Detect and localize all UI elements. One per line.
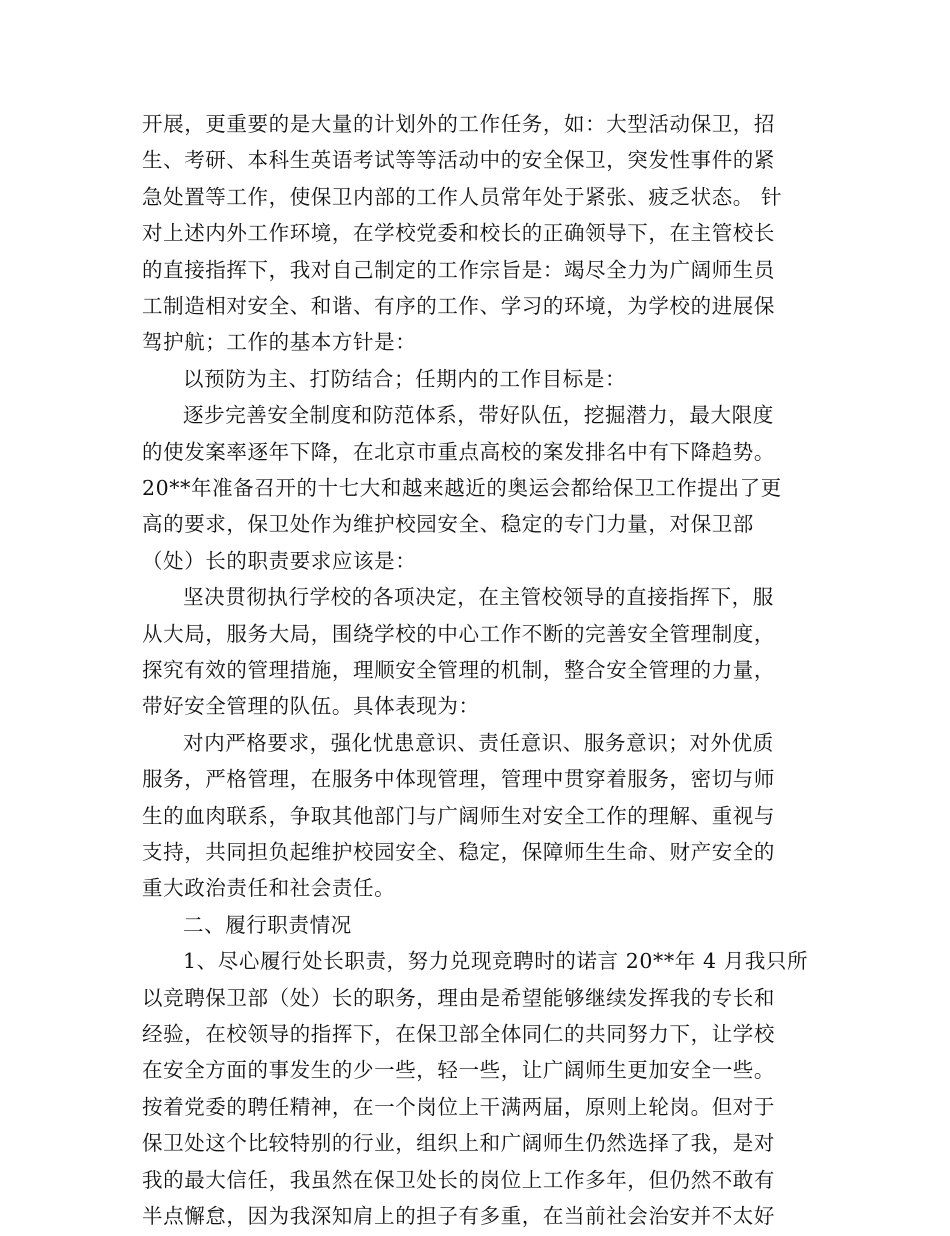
- text-line: 高的要求，保卫处作为维护校园安全、稳定的专门力量，对保卫部: [142, 512, 754, 536]
- text-line: 服务，严格管理，在服务中体现管理，管理中贯穿着服务，密切与师: [142, 767, 775, 791]
- text-line: 半点懈怠，因为我深知肩上的担子有多重，在当前社会治安并不太好: [142, 1204, 775, 1228]
- text-line: 保卫处这个比较特别的行业，组织上和广阔师生仍然选择了我，是对: [142, 1131, 775, 1155]
- text-line: 急处置等工作，使保卫内部的工作人员常年处于紧张、疲乏状态。 针: [142, 185, 783, 209]
- text-line: 开展，更重要的是大量的计划外的工作任务，如：大型活动保卫，招: [142, 112, 775, 136]
- text-line: 从大局，服务大局，围绕学校的中心工作不断的完善安全管理制度，: [142, 622, 775, 646]
- paragraph-start: 对内严格要求，强化忧患意识、责任意识、服务意识；对外优质: [183, 731, 774, 755]
- text-line: 支持，共同担负起维护校园安全、稳定，保障师生生命、财产安全的: [142, 840, 775, 864]
- text-line: 生的血肉联系，争取其他部门与广阔师生对安全工作的理解、重视与: [142, 804, 775, 828]
- text-line: 我的最大信任，我虽然在保卫处长的岗位上工作多年，但仍然不敢有: [142, 1168, 775, 1192]
- paragraph-start: 坚决贯彻执行学校的各项决定，在主管校领导的直接指挥下，服: [183, 585, 774, 609]
- text-line: 的使发案率逐年下降，在北京市重点高校的案发排名中有下降趋势。: [142, 440, 775, 464]
- text-line: 重大政治责任和社会责任。: [142, 876, 396, 900]
- text-line: 探究有效的管理措施，理顺安全管理的机制，整合安全管理的力量，: [142, 658, 775, 682]
- paragraph-start: 以预防为主、打防结合；任期内的工作目标是：: [183, 367, 627, 391]
- paragraph-start: 1、尽心履行处长职责，努力兑现竞聘时的诺言 20**年 4 月我只所: [183, 949, 809, 973]
- text-line: 工制造相对安全、和谐、有序的工作、学习的环境，为学校的进展保: [142, 294, 775, 318]
- text-line: 生、考研、本科生英语考试等等活动中的安全保卫，突发性事件的紧: [142, 148, 775, 172]
- text-line: （处）长的职责要求应该是：: [142, 549, 417, 573]
- paragraph-start: 逐步完善安全制度和防范体系，带好队伍，挖掘潜力，最大限度: [183, 403, 774, 427]
- section-heading: 二、履行职责情况: [183, 913, 352, 937]
- text-line: 经验，在校领导的指挥下，在保卫部全体同仁的共同努力下，让学校: [142, 1022, 775, 1046]
- text-line: 在安全方面的事发生的少一些，轻一些，让广阔师生更加安全一些。: [142, 1058, 775, 1082]
- text-line: 带好安全管理的队伍。具体表现为：: [142, 694, 480, 718]
- text-line: 20**年准备召开的十七大和越来越近的奥运会都给保卫工作提出了更: [142, 476, 782, 500]
- text-line: 以竞聘保卫部（处）长的职务，理由是希望能够继续发挥我的专长和: [142, 986, 775, 1010]
- text-line: 对上述内外工作环境，在学校党委和校长的正确领导下，在主管校长: [142, 221, 775, 245]
- text-line: 驾护航；工作的基本方针是：: [142, 330, 417, 354]
- text-line: 的直接指挥下，我对自己制定的工作宗旨是：竭尽全力为广阔师生员: [142, 258, 775, 282]
- text-line: 按着党委的聘任精神，在一个岗位上干满两届，原则上轮岗。但对于: [142, 1095, 775, 1119]
